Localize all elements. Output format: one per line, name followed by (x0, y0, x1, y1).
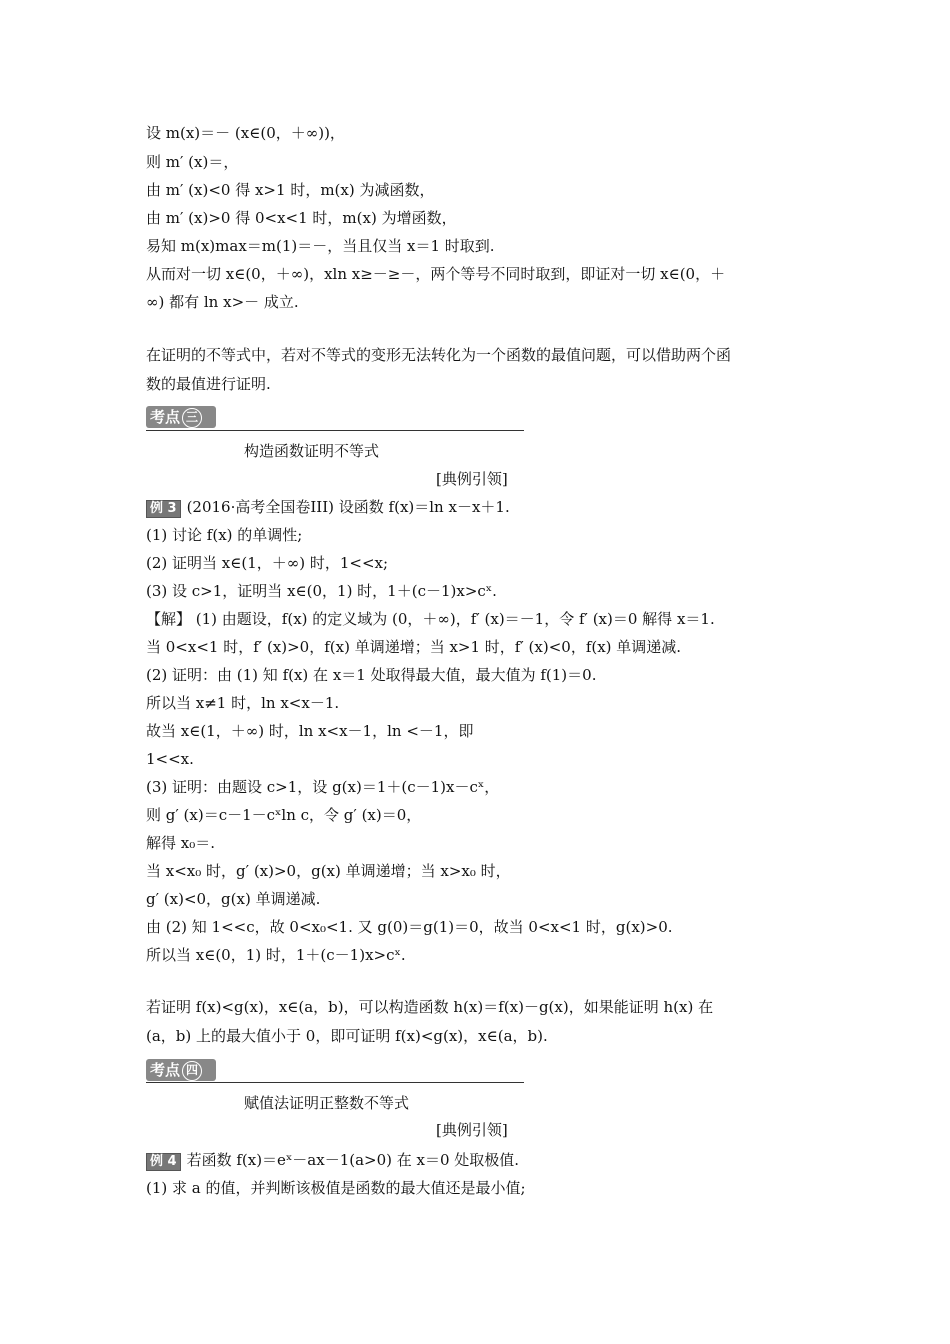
text-line: 从而对一切 x∈(0，＋∞)，xln x≥－≥－，两个等号不同时取到，即证对一切 x∈(0，＋ (146, 265, 726, 283)
text-line: 故当 x∈(1，＋∞) 时，ln x<x－1，ln <－1，即 (146, 722, 474, 740)
note-line: 在证明的不等式中，若对不等式的变形无法转化为一个函数的最值问题，可以借助两个函 (146, 346, 732, 364)
section-subtitle: [典例引领] (436, 1121, 508, 1139)
section-divider (146, 1082, 524, 1083)
section-title: 赋值法证明正整数不等式 (244, 1094, 410, 1112)
section-badge (146, 1059, 216, 1081)
text-line: 则 m′ (x)＝， (146, 153, 239, 171)
text-line: (1) 讨论 f(x) 的单调性; (146, 526, 303, 544)
text-line: 当 x<x₀ 时，g′ (x)>0，g(x) 单调递增；当 x>x₀ 时， (146, 862, 511, 880)
text-line: 1<<x. (146, 750, 194, 768)
section-badge-label: 考点 (150, 1061, 181, 1079)
section-divider (146, 430, 524, 431)
text-line: 解得 x₀＝. (146, 834, 216, 852)
text-line: ∞) 都有 ln x>－ 成立. (146, 293, 299, 311)
text-line: 所以当 x≠1 时，ln x<x－1. (146, 694, 340, 712)
text-line: 当 0<x<1 时，f′ (x)>0，f(x) 单调递增；当 x>1 时，f′ (x)<0，f(x) 单调递减. (146, 638, 682, 656)
section-number-icon: 三 (182, 408, 202, 428)
text-line: (3) 证明：由题设 c>1，设 g(x)＝1＋(c－1)x－cˣ， (146, 778, 500, 796)
text-line: 设 m(x)＝－ (x∈(0，＋∞))， (146, 124, 345, 142)
section-subtitle: [典例引领] (436, 470, 508, 488)
section-badge (146, 406, 216, 428)
text-line: (2) 证明：由 (1) 知 f(x) 在 x＝1 处取得最大值，最大值为 f(1)＝0. (146, 666, 597, 684)
text-line: 由 m′ (x)>0 得 0<x<1 时，m(x) 为增函数， (146, 209, 457, 227)
note-line: (a，b) 上的最大值小于 0，即可证明 f(x)<g(x)，x∈(a，b). (146, 1027, 548, 1045)
text-line: (3) 设 c>1，证明当 x∈(0，1) 时，1＋(c－1)x>cˣ. (146, 582, 497, 600)
example-label: 例 4 (146, 1153, 181, 1171)
example-question: 例 4 若函数 f(x)＝eˣ－ax－1(a>0) 在 x＝0 处取极值. (146, 1150, 519, 1171)
section-badge-label: 考点 (150, 408, 181, 426)
example-label: 例 3 (146, 500, 181, 518)
text-line: (1) 求 a 的值，并判断该极值是函数的最大值还是最小值; (146, 1179, 526, 1197)
text-line: 所以当 x∈(0，1) 时，1＋(c－1)x>cˣ. (146, 946, 406, 964)
text-line: 则 g′ (x)＝c－1－cˣln c，令 g′ (x)＝0， (146, 806, 422, 824)
text-line: 【解】 (1) 由题设，f(x) 的定义域为 (0，＋∞)，f′ (x)＝－1，令 f′ (x)＝0 解得 x＝1. (146, 610, 715, 628)
section-title: 构造函数证明不等式 (244, 442, 380, 460)
text-line: (2) 证明当 x∈(1，＋∞) 时，1<<x; (146, 554, 389, 572)
text-line: 由 (2) 知 1<<c，故 0<x₀<1. 又 g(0)＝g(1)＝0，故当 0<x<1 时，g(x)>0. (146, 918, 673, 936)
text-line: g′ (x)<0，g(x) 单调递减. (146, 890, 321, 908)
note-line: 数的最值进行证明. (146, 375, 271, 393)
text-line: 易知 m(x)max＝m(1)＝－，当且仅当 x＝1 时取到. (146, 237, 495, 255)
example-question: 例 3 (2016·高考全国卷III) 设函数 f(x)＝ln x－x＋1. (146, 497, 510, 518)
text-line: 由 m′ (x)<0 得 x>1 时，m(x) 为减函数， (146, 181, 435, 199)
section-number-icon: 四 (182, 1061, 202, 1081)
note-line: 若证明 f(x)<g(x)，x∈(a，b)，可以构造函数 h(x)＝f(x)－g(x)，如果能证明 h(x) 在 (146, 998, 714, 1016)
